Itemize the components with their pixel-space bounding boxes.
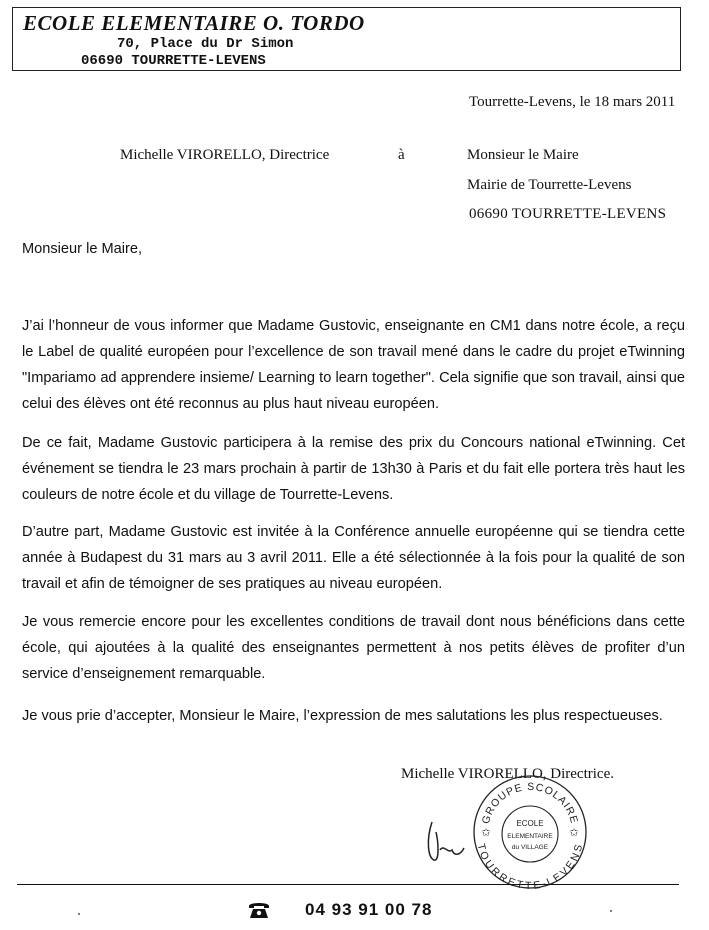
paragraph-2: De ce fait, Madame Gustovic participera à la remise des prix du Concours national eTwinning. Cet événement se tiendra le 23 mars prochain à partir de 13h30 à Paris et du fait elle portera très haut les couleurs de notre école et du village de Tourrette-Levens. — [22, 435, 685, 503]
stamp-star-right-icon: ✩ — [569, 827, 579, 839]
letter-date: Tourrette-Levens, le 18 mars 2011 — [469, 94, 676, 110]
stamp-star-left-icon: ✩ — [481, 827, 491, 839]
stamp-center-line-3: du VILLAGE — [511, 844, 549, 851]
stamp-top-text: GROUPE SCOLAIRE — [479, 780, 581, 826]
paragraph-1: J’ai l’honneur de vous informer que Madame Gustovic, enseignante en CM1 dans notre école, a reçu le Label de qualité européen pour l’excellence de son travail mené dans le cadre du projet eTwinning "Impariamo ad apprendere insieme/ Learning to learn together". Cela signifie que son travail, ainsi que celui des élèves ont été reconnus au plus haut niveau européen. — [22, 318, 685, 412]
paragraph-5: Je vous prie d’accepter, Monsieur le Maire, l’expression de mes salutations les plus respectueuses. — [22, 708, 663, 724]
stamp-center-line-1: ECOLE — [516, 819, 544, 828]
phone-number: 04 93 91 00 78 — [305, 900, 433, 919]
scan-speck — [610, 910, 612, 912]
school-header-box — [12, 7, 681, 71]
stamp-center-line-2: ELEMENTAIRE — [507, 833, 553, 840]
recipient-line-2: Mairie de Tourrette-Levens — [467, 177, 632, 193]
school-stamp — [470, 772, 590, 892]
school-name: ECOLE ELEMENTAIRE O. TORDO — [23, 11, 365, 35]
school-address-street: 70, Place du Dr Simon — [117, 36, 294, 52]
stamp-bottom-text: TOURRETTE-LEVENS — [474, 842, 586, 892]
school-address-city: 06690 TOURRETTE-LEVENS — [81, 53, 266, 69]
salutation: Monsieur le Maire, — [22, 241, 143, 257]
paragraph-4: Je vous remercie encore pour les excellentes conditions de travail dont nous bénéficions dans cette école, qui ajoutées à la qualité des enseignantes permettent à nos petits élèves de profiter d’un service d’enseignement remarquable. — [22, 614, 685, 682]
telephone-icon — [247, 900, 271, 920]
to-word: à — [398, 147, 405, 163]
footer-divider — [17, 884, 679, 885]
sender-name: Michelle VIRORELLO, Directrice — [120, 147, 330, 163]
signature-line: Michelle VIRORELLO, Directrice. — [401, 766, 614, 782]
recipient-line-3: 06690 TOURRETTE-LEVENS — [469, 206, 667, 222]
recipient-line-1: Monsieur le Maire — [467, 147, 579, 163]
paragraph-3: D’autre part, Madame Gustovic est invitée à la Conférence annuelle européenne qui se tiendra cette année à Budapest du 31 mars au 3 avril 2011. Elle a été sélectionnée à la fois pour la qualité de son travail et afin de témoigner de ses pratiques au niveau européen. — [22, 524, 685, 592]
scan-speck — [78, 913, 80, 915]
